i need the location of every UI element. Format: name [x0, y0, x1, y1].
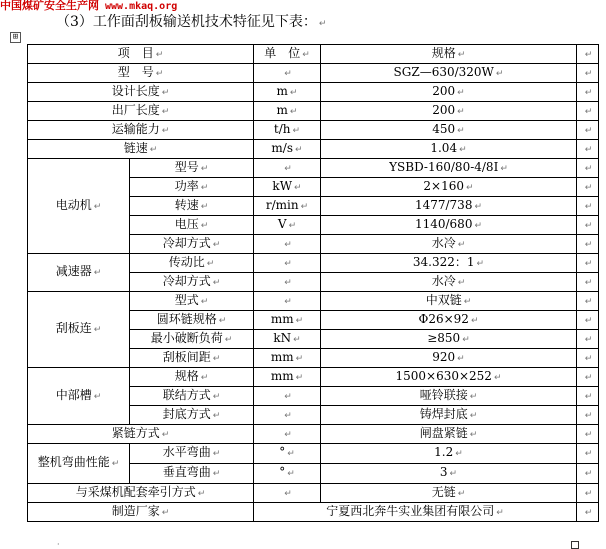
row-unit: ↵	[254, 235, 321, 254]
row-unit: ° ↵	[254, 444, 321, 464]
table-row	[28, 102, 599, 121]
row-unit: kW ↵	[254, 178, 321, 197]
table-row	[28, 292, 599, 311]
row-end-mark: ↵	[577, 235, 599, 254]
row-value: 450 ↵	[321, 121, 577, 140]
row-unit: m ↵	[254, 102, 321, 121]
row-value: ≥850 ↵	[321, 330, 577, 349]
row-value: 中双链 ↵	[321, 292, 577, 311]
row-end-mark: ↵	[577, 484, 599, 503]
row-value: 铸焊封底 ↵	[321, 406, 577, 425]
paragraph-mark-icon: ↵	[318, 19, 327, 29]
group-label-trough: 中部槽 ↵	[28, 368, 130, 425]
row-end-mark: ↵	[577, 349, 599, 368]
row-unit: ↵	[254, 425, 321, 444]
row-end-mark: ↵	[577, 464, 599, 484]
row-unit: V ↵	[254, 216, 321, 235]
row-value: 2×160 ↵	[321, 178, 577, 197]
row-end-mark: ↵	[577, 159, 599, 178]
row-label: 设计长度 ↵	[28, 83, 254, 102]
row-end-mark: ↵	[577, 444, 599, 464]
row-label: 冷却方式 ↵	[130, 273, 254, 292]
group-label-bending: 整机弯曲性能 ↵	[28, 444, 130, 484]
header-row	[28, 45, 599, 64]
row-unit: ↵	[254, 484, 321, 503]
spec-table	[27, 44, 599, 522]
row-label: 型式 ↵	[130, 292, 254, 311]
row-label: 出厂长度 ↵	[28, 102, 254, 121]
watermark-site-name: 中国煤矿安全生产网	[0, 0, 99, 12]
row-unit: r/min ↵	[254, 197, 321, 216]
row-unit: ↵	[254, 159, 321, 178]
row-label: 型 号 ↵	[28, 64, 254, 83]
row-end-mark: ↵	[577, 503, 599, 522]
row-end-mark: ↵	[577, 406, 599, 425]
header-spec: 规格 ↵	[321, 45, 577, 64]
row-end-mark: ↵	[577, 387, 599, 406]
row-label: 圆环链规格 ↵	[130, 311, 254, 330]
row-unit: ↵	[254, 64, 321, 83]
row-value: Φ26×92 ↵	[321, 311, 577, 330]
group-label-chain: 刮板连 ↵	[28, 292, 130, 368]
table-row	[28, 484, 599, 503]
row-unit: mm ↵	[254, 368, 321, 387]
row-value: SGZ—630/320W ↵	[321, 64, 577, 83]
row-end-mark: ↵	[577, 292, 599, 311]
row-end-mark: ↵	[577, 425, 599, 444]
row-unit: ↵	[254, 387, 321, 406]
row-value: 无链 ↵	[321, 484, 577, 503]
row-unit: m/s ↵	[254, 140, 321, 159]
header-unit: 单 位 ↵	[254, 45, 321, 64]
row-end-mark: ↵	[577, 197, 599, 216]
row-unit: ↵	[254, 254, 321, 273]
row-value: 1477/738 ↵	[321, 197, 577, 216]
table-row	[28, 140, 599, 159]
row-label: 电压 ↵	[130, 216, 254, 235]
row-end-mark: ↵	[577, 83, 599, 102]
row-unit: mm ↵	[254, 349, 321, 368]
table-row	[28, 425, 599, 444]
row-label: 运输能力 ↵	[28, 121, 254, 140]
row-label: 功率 ↵	[130, 178, 254, 197]
watermark-url: www.mkaq.org	[105, 1, 178, 12]
row-label: 联结方式 ↵	[130, 387, 254, 406]
table-row	[28, 64, 599, 83]
row-end-mark: ↵	[577, 140, 599, 159]
row-end-mark: ↵	[577, 254, 599, 273]
group-label-reducer: 减速器 ↵	[28, 254, 130, 292]
end-of-cell-dot: ·	[57, 540, 60, 549]
row-label: 紧链方式 ↵	[28, 425, 254, 444]
row-end-mark: ↵	[577, 330, 599, 349]
row-value: 宁夏西北奔牛实业集团有限公司 ↵	[254, 503, 577, 522]
row-unit: kN ↵	[254, 330, 321, 349]
row-end-mark: ↵	[577, 368, 599, 387]
table-move-handle-icon[interactable]: ⊞	[10, 32, 21, 43]
row-value: 1140/680 ↵	[321, 216, 577, 235]
row-label: 封底方式 ↵	[130, 406, 254, 425]
table-row	[28, 254, 599, 273]
row-end-mark: ↵	[577, 216, 599, 235]
row-value: 34.322：1 ↵	[321, 254, 577, 273]
group-label-motor: 电动机 ↵	[28, 159, 130, 254]
row-label: 与采煤机配套牵引方式 ↵	[28, 484, 254, 503]
row-label: 垂直弯曲 ↵	[130, 464, 254, 484]
row-end-mark: ↵	[577, 311, 599, 330]
row-value: 3 ↵	[321, 464, 577, 484]
row-value: 1.2 ↵	[321, 444, 577, 464]
row-label: 传动比 ↵	[130, 254, 254, 273]
row-value: 200 ↵	[321, 83, 577, 102]
row-end-mark: ↵	[577, 102, 599, 121]
row-label: 规格 ↵	[130, 368, 254, 387]
row-label: 转速 ↵	[130, 197, 254, 216]
row-label: 水平弯曲 ↵	[130, 444, 254, 464]
row-value: 1.04 ↵	[321, 140, 577, 159]
row-label: 冷却方式 ↵	[130, 235, 254, 254]
header-item: 项 目 ↵	[28, 45, 254, 64]
site-watermark	[0, 0, 177, 13]
row-unit: mm ↵	[254, 311, 321, 330]
row-value: 200 ↵	[321, 102, 577, 121]
row-end-mark: ↵	[577, 45, 599, 64]
table-row	[28, 444, 599, 464]
row-value: 闸盘紧链 ↵	[321, 425, 577, 444]
row-value: 920 ↵	[321, 349, 577, 368]
row-unit: ↵	[254, 406, 321, 425]
row-value: YSBD-160/80-4/8Ⅰ ↵	[321, 159, 577, 178]
table-row	[28, 503, 599, 522]
row-unit: t/h ↵	[254, 121, 321, 140]
row-end-mark: ↵	[577, 121, 599, 140]
table-row	[28, 368, 599, 387]
table-resize-handle-icon[interactable]	[571, 541, 579, 549]
row-label: 最小破断负荷 ↵	[130, 330, 254, 349]
row-label: 制造厂家 ↵	[28, 503, 254, 522]
row-unit: ↵	[254, 273, 321, 292]
row-value: 水冷 ↵	[321, 273, 577, 292]
table-row	[28, 83, 599, 102]
row-unit: ↵	[254, 292, 321, 311]
row-value: 1500×630×252 ↵	[321, 368, 577, 387]
table-row	[28, 121, 599, 140]
caption-text: （3）工作面刮板输送机技术特征见下表：	[56, 14, 317, 30]
table-row	[28, 159, 599, 178]
row-value: 哑铃联接 ↵	[321, 387, 577, 406]
row-end-mark: ↵	[577, 64, 599, 83]
row-unit: m ↵	[254, 83, 321, 102]
table-caption	[56, 13, 326, 33]
row-end-mark: ↵	[577, 178, 599, 197]
row-end-mark: ↵	[577, 273, 599, 292]
row-label: 刮板间距 ↵	[130, 349, 254, 368]
row-label: 链速 ↵	[28, 140, 254, 159]
row-label: 型号 ↵	[130, 159, 254, 178]
row-unit: ° ↵	[254, 464, 321, 484]
row-value: 水冷 ↵	[321, 235, 577, 254]
